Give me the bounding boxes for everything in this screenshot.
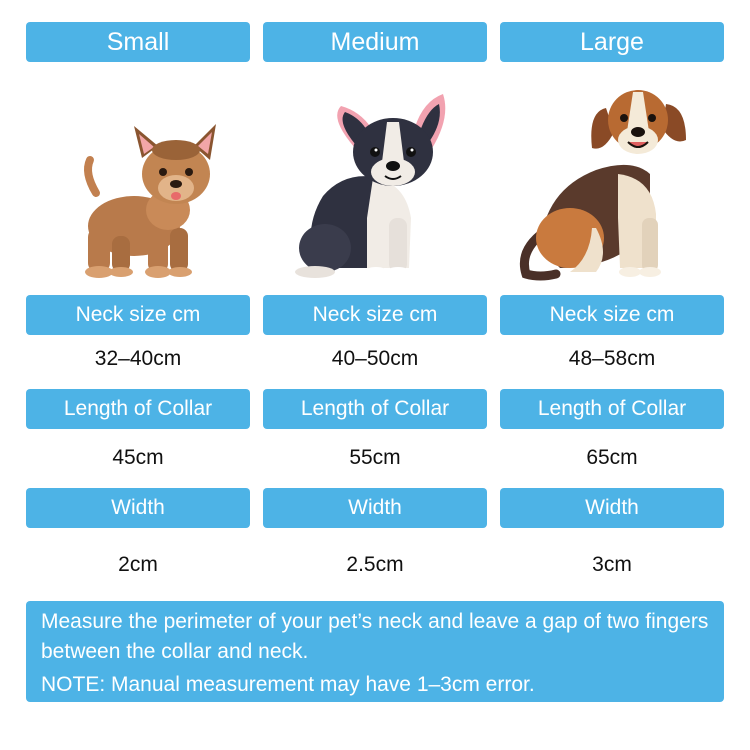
width-value-large: 3cm <box>592 553 632 576</box>
neck-size-header-large: Neck size cm <box>500 295 724 335</box>
collar-length-value-large: 65cm <box>586 446 638 469</box>
width-value-medium: 2.5cm <box>346 553 404 576</box>
width-header-large: Width <box>500 488 724 528</box>
size-title-medium: Medium <box>263 22 487 62</box>
neck-size-value-large: 48–58cm <box>568 347 656 370</box>
collar-length-header-small: Length of Collar <box>26 389 250 429</box>
measurement-note <box>26 601 724 702</box>
collar-length-header-medium: Length of Collar <box>263 389 487 429</box>
collar-length-value-medium: 55cm <box>349 446 401 469</box>
neck-size-header-medium: Neck size cm <box>263 295 487 335</box>
collar-length-value-small: 45cm <box>112 446 164 469</box>
neck-size-value-medium: 40–50cm <box>331 347 419 370</box>
width-header-small: Width <box>26 488 250 528</box>
neck-size-header-small: Neck size cm <box>26 295 250 335</box>
neck-size-value-small: 32–40cm <box>94 347 182 370</box>
width-value-small: 2cm <box>118 553 158 576</box>
error-note: NOTE: Manual measurement may have 1–3cm error. <box>41 673 535 696</box>
medium-dog-illustration <box>263 78 487 288</box>
large-dog-illustration <box>500 78 724 288</box>
collar-length-header-large: Length of Collar <box>500 389 724 429</box>
size-title-small: Small <box>26 22 250 62</box>
size-title-large: Large <box>500 22 724 62</box>
width-header-medium: Width <box>263 488 487 528</box>
small-dog-illustration <box>26 78 250 288</box>
measurement-instruction: Measure the perimeter of your pet’s neck and leave a gap of two fingers between the collar and neck. <box>41 610 709 663</box>
